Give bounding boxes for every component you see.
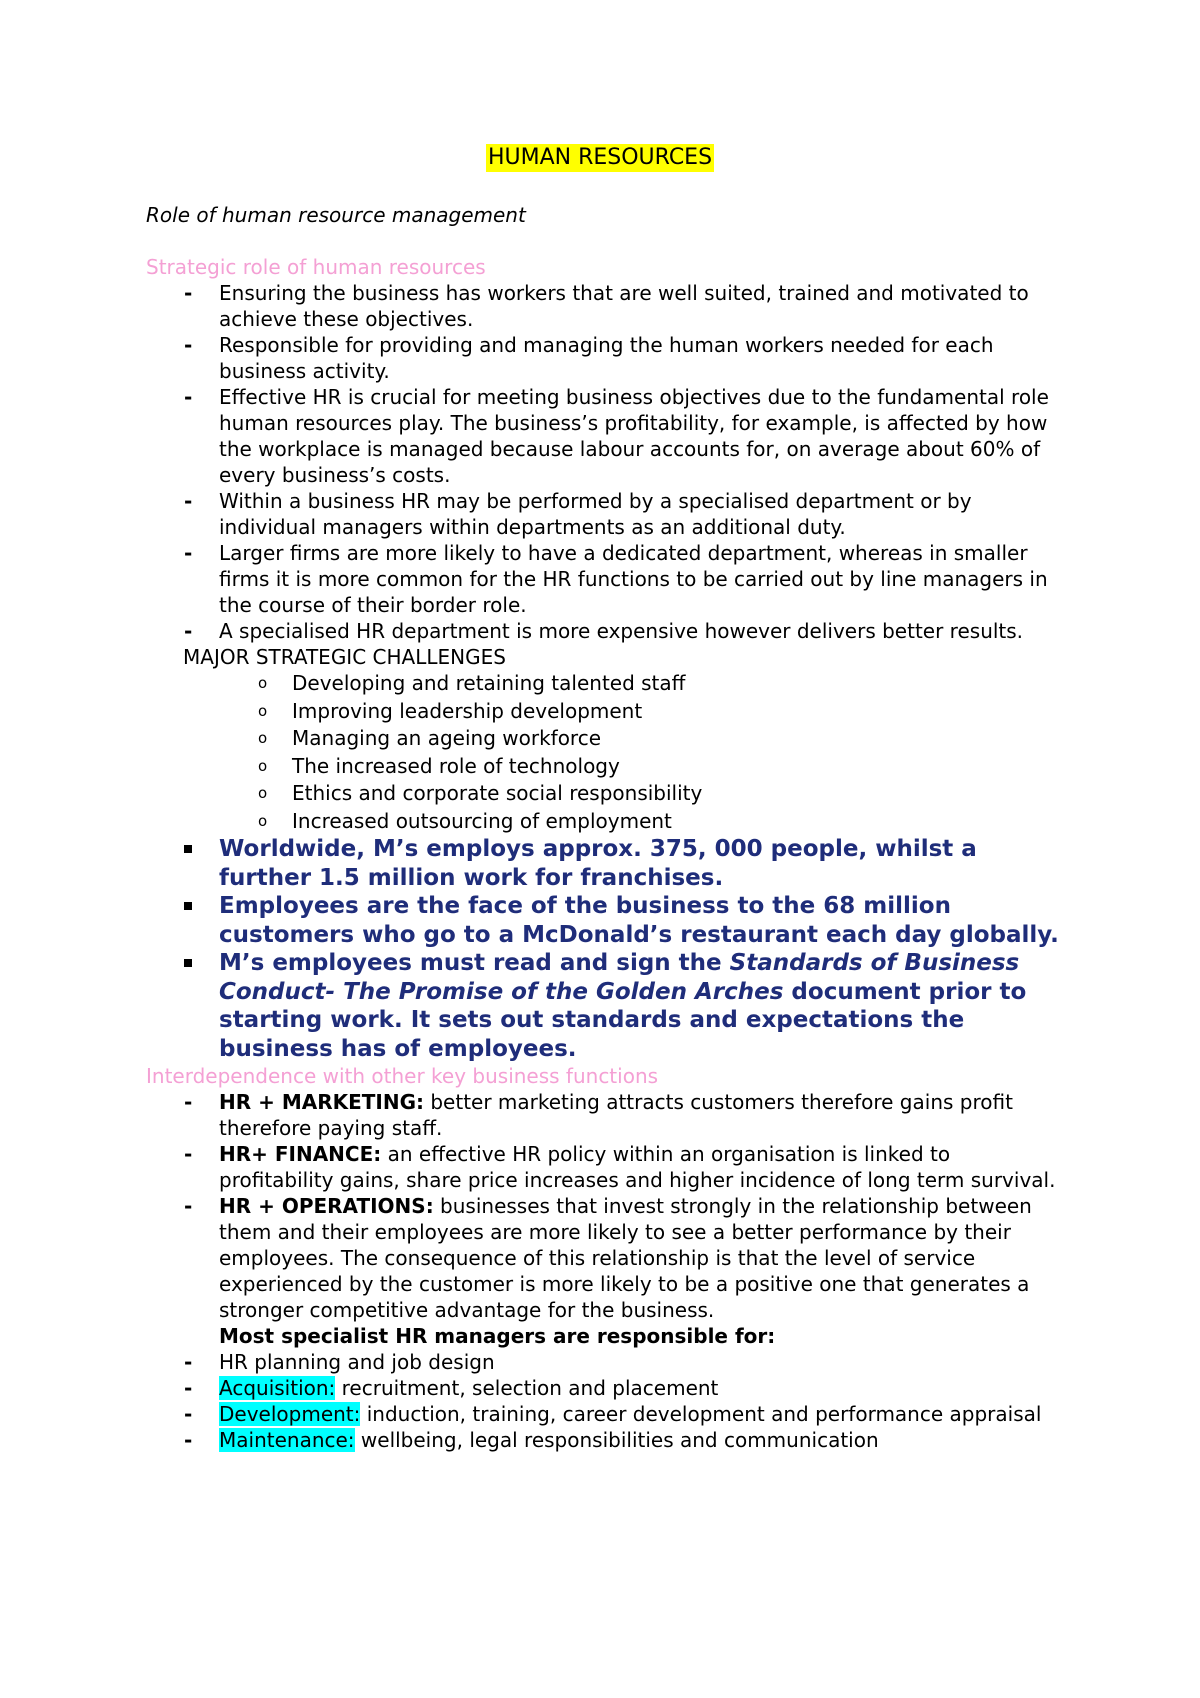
list-item: o Developing and retaining talented staff xyxy=(146,670,1066,698)
document-name-italic: Standards of Business Conduct- The Promise of the Golden Arches xyxy=(219,950,1020,1005)
list-item: Employees are the face of the business to the 68 million customers who go to a McDonald’s restaurant each day globally. xyxy=(146,892,1066,949)
list-item: o Ethics and corporate social responsibility xyxy=(146,780,1066,808)
list-item xyxy=(146,1089,1066,1141)
list-item: - Larger firms are more likely to have a dedicated department, whereas in smaller firms it is more common for the HR functions to be carried out by line managers in the course of their border role. xyxy=(146,540,1066,618)
list-item: - Within a business HR may be performed by a specialised department or by individual managers within departments as an additional duty. xyxy=(146,488,1066,540)
document-body xyxy=(146,254,1066,1453)
item-text: HR planning and job design xyxy=(219,1350,495,1374)
list-item: - A specialised HR department is more expensive however delivers better results. xyxy=(146,618,1066,644)
list-item: o Managing an ageing workforce xyxy=(146,725,1066,753)
list-item xyxy=(146,1375,1066,1401)
strategic-role-list xyxy=(146,280,1066,644)
item-text: an effective HR policy within an organisation is linked to profitability gains, share price increases and higher incidence of long term survival. xyxy=(219,1142,1056,1192)
section-heading-strategic-role: Strategic role of human resources xyxy=(146,255,486,279)
document-title: HUMAN RESOURCES xyxy=(487,145,713,170)
list-item: Worldwide, M’s employs approx. 375, 000 people, whilst a further 1.5 million work for franchises. xyxy=(146,835,1066,892)
list-item xyxy=(146,1141,1066,1193)
highlighted-label: Maintenance: xyxy=(219,1428,355,1452)
item-text: better marketing attracts customers therefore gains profit therefore paying staff. xyxy=(219,1090,1013,1140)
fact-text: document prior to starting work. It sets out standards and expectations the business has of employees. xyxy=(219,978,1027,1062)
item-text: businesses that invest strongly in the relationship between them and their employees are more likely to see a better performance by their employees. The consequence of this relationship is that the level of service experienced by the customer is more likely to be a positive one that generates a stronger competitive advantage for the business. xyxy=(219,1194,1032,1322)
item-text: recruitment, selection and placement xyxy=(335,1376,719,1400)
fact-text: M’s employees must read and sign the xyxy=(219,950,730,976)
list-item: o Increased outsourcing of employment xyxy=(146,808,1066,836)
responsibilities-list xyxy=(146,1349,1066,1453)
list-item: - Effective HR is crucial for meeting business objectives due to the fundamental role human resources play. The business’s profitability, for example, is affected by how the workplace is managed because labour accounts for, on average about 60% of every business’s costs. xyxy=(146,384,1066,488)
mcdonalds-facts-list xyxy=(146,835,1066,1063)
item-label: HR + OPERATIONS: xyxy=(219,1194,434,1218)
interdependence-list xyxy=(146,1089,1066,1323)
list-item xyxy=(146,1349,1066,1375)
item-text: induction, training, career development and performance appraisal xyxy=(360,1402,1042,1426)
list-item xyxy=(146,1401,1066,1427)
highlighted-label: Development: xyxy=(219,1402,361,1426)
title-wrap xyxy=(0,144,1200,172)
list-item: o The increased role of technology xyxy=(146,753,1066,781)
item-text: wellbeing, legal responsibilities and communication xyxy=(354,1428,879,1452)
list-item: - Ensuring the business has workers that are well suited, trained and motivated to achieve these objectives. xyxy=(146,280,1066,332)
challenges-heading: MAJOR STRATEGIC CHALLENGES xyxy=(183,645,506,669)
list-item xyxy=(146,949,1066,1063)
challenges-list xyxy=(146,670,1066,835)
list-item: - Responsible for providing and managing the human workers needed for each business activity. xyxy=(146,332,1066,384)
list-item: o Improving leadership development xyxy=(146,698,1066,726)
list-item xyxy=(146,1193,1066,1323)
item-label: HR + MARKETING: xyxy=(219,1090,424,1114)
item-label: HR+ FINANCE: xyxy=(219,1142,382,1166)
highlighted-label: Acquisition: xyxy=(219,1376,336,1400)
document-subtitle: Role of human resource management xyxy=(146,203,526,227)
specialist-heading: Most specialist HR managers are responsible for: xyxy=(219,1324,776,1348)
section-heading-interdependence: Interdependence with other key business functions xyxy=(146,1064,659,1088)
list-item xyxy=(146,1427,1066,1453)
